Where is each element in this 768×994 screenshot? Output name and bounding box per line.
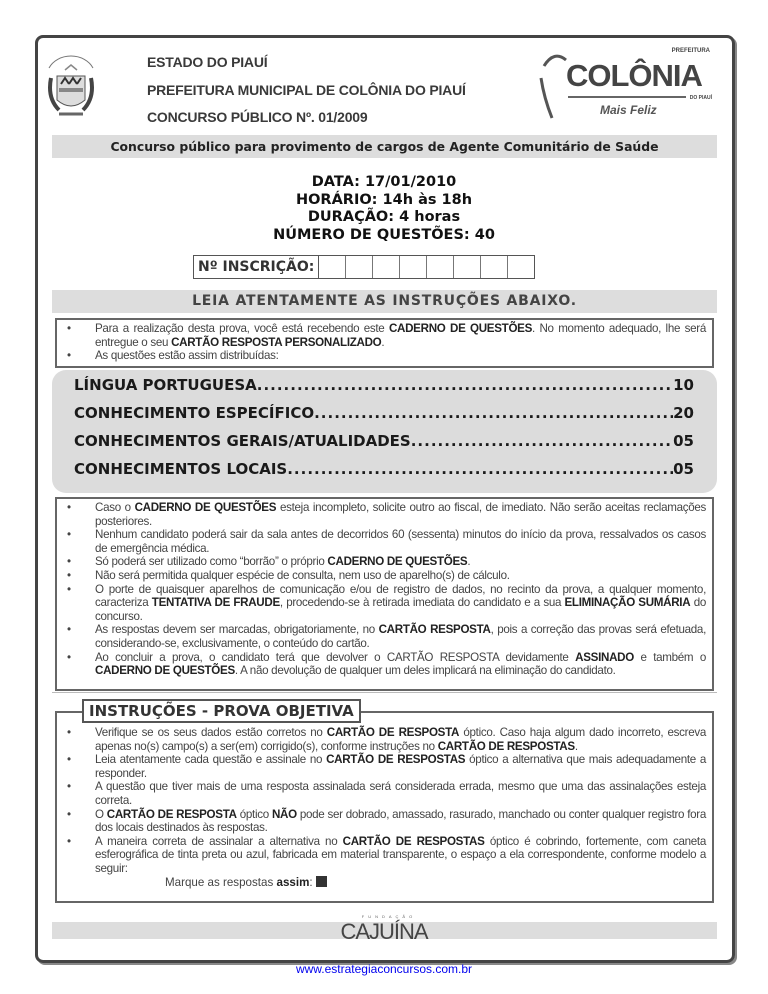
- mark-example: Marque as respostas assim:: [65, 876, 706, 890]
- exam-subtitle: Concurso público para provimento de cargos de Agente Comunitário de Saúde: [52, 135, 717, 158]
- subject-count: 20: [673, 404, 694, 422]
- subject-name: CONHECIMENTOS LOCAIS: [74, 460, 288, 478]
- inscription-digit-box[interactable]: [400, 256, 427, 278]
- rules-box: [55, 497, 714, 691]
- inscription-digit-box[interactable]: [319, 256, 346, 278]
- colonia-logo: [538, 48, 718, 128]
- rule-item: • Ao concluir a prova, o candidato terá que devolver o CARTÃO RESPOSTA devidamente ASSINADO e também o CADERNO DE QUESTÕES. A não devolução de qualquer um deles implicará na eliminação do candidato.: [65, 651, 706, 678]
- subject-row: [74, 376, 694, 394]
- objective-instruction-item: • Verifique se os seus dados estão corretos no CARTÃO DE RESPOSTA óptico. Caso haja algum dado incorreto, escreva apenas no(s) campo(s) a ser(em) corrigido(s), conforme instruções no CARTÃO DE RESPOSTAS.: [65, 726, 706, 753]
- intro-box: [55, 318, 714, 368]
- objective-instruction-item: • A questão que tiver mais de uma resposta assinalada será considerada errada, mesmo que uma das assinalações esteja correta.: [65, 780, 706, 807]
- dot-leader: [257, 376, 673, 394]
- exam-question-count: NÚMERO DE QUESTÕES: 40: [273, 226, 495, 243]
- coat-of-arms-icon: [45, 48, 97, 123]
- dot-leader: [411, 432, 673, 450]
- objective-instruction-item: • Leia atentamente cada questão e assinale no CARTÃO DE RESPOSTAS óptico a alternativa que mais adequadamente a responder.: [65, 753, 706, 780]
- read-instructions-banner: LEIA ATENTAMENTE AS INSTRUÇÕES ABAIXO.: [52, 290, 717, 313]
- logo-colonia: COLÔNIA: [566, 58, 702, 93]
- objective-instruction-item: • A maneira correta de assinalar a alternativa no CARTÃO DE RESPOSTAS óptico é cobrindo, fortemente, com caneta esferográfica de tinta preta ou azul, fabricada em material transparente, o espaço a ela correspondente, conforme modelo a seguir:: [65, 835, 706, 876]
- website-link[interactable]: www.estrategiaconcursos.com.br: [295, 962, 473, 976]
- header-state: ESTADO DO PIAUÍ: [147, 54, 268, 70]
- subject-count: 10: [673, 376, 694, 394]
- dot-leader: [314, 404, 673, 422]
- subject-row: [74, 404, 694, 422]
- divider: [52, 692, 717, 693]
- subject-count: 05: [673, 460, 694, 478]
- subject-count: 05: [673, 432, 694, 450]
- inscription-label: Nº INSCRIÇÃO:: [194, 256, 319, 278]
- rule-item: • Caso o CADERNO DE QUESTÕES esteja incompleto, solicite outro ao fiscal, de imediato. Não serão aceitas reclamações posteriores.: [65, 501, 706, 528]
- subjects-panel: [52, 370, 717, 493]
- dot-leader: [287, 460, 673, 478]
- logo-prefeitura: PREFEITURA: [671, 48, 710, 54]
- cajuina-logo: FUNDAÇÃO CAJUÍNA: [340, 914, 428, 944]
- objective-box: [55, 711, 714, 903]
- rule-item: • Não será permitida qualquer espécie de consulta, nem uso de aparelho(s) de cálculo.: [65, 569, 706, 583]
- logo-slogan: Mais Feliz: [600, 103, 657, 117]
- subject-name: CONHECIMENTOS GERAIS/ATUALIDADES: [74, 432, 411, 450]
- objective-instruction-item: • O CARTÃO DE RESPOSTA óptico NÃO pode ser dobrado, amassado, rasurado, manchado ou conter qualquer registro fora dos locais destinados às respostas.: [65, 808, 706, 835]
- inscription-digit-box[interactable]: [454, 256, 481, 278]
- rule-item: • Nenhum candidato poderá sair da sala antes de decorridos 60 (sessenta) minutos do início da prova, ressalvados os casos de emergência médica.: [65, 528, 706, 555]
- inscription-field[interactable]: [193, 255, 535, 279]
- rule-item: • O porte de quaisquer aparelhos de comunicação e/ou de registro de dados, no recinto da prova, a qualquer momento, caracteriza TENTATIVA DE FRAUDE, procedendo-se à retirada imediata do candidato e a sua ELIMINAÇÃO SUMÁRIA do concurso.: [65, 583, 706, 624]
- exam-date: DATA: 17/01/2010: [311, 174, 457, 190]
- header-prefeitura: PREFEITURA MUNICIPAL DE COLÔNIA DO PIAUÍ: [147, 82, 466, 98]
- exam-time: HORÁRIO: 14h às 18h: [295, 191, 473, 208]
- subject-name: CONHECIMENTO ESPECÍFICO: [74, 404, 315, 422]
- subject-name: LÍNGUA PORTUGUESA: [74, 376, 257, 394]
- intro-item: • Para a realização desta prova, você está recebendo este CADERNO DE QUESTÕES. No momento adequado, lhe será entregue o seu CARTÃO RESPOSTA PERSONALIZADO.: [65, 322, 706, 349]
- filled-square-icon: [316, 876, 327, 887]
- inscription-digit-box[interactable]: [508, 256, 534, 278]
- inscription-digit-box[interactable]: [346, 256, 373, 278]
- header-concurso: CONCURSO PÚBLICO Nº. 01/2009: [147, 109, 368, 125]
- exam-duration: DURAÇÃO: 4 horas: [307, 209, 461, 225]
- subject-row: [74, 432, 694, 450]
- objective-title: INSTRUÇÕES - PROVA OBJETIVA: [82, 699, 361, 723]
- subject-row: [74, 460, 694, 478]
- inscription-digit-box[interactable]: [373, 256, 400, 278]
- intro-item: • As questões estão assim distribuídas:: [65, 349, 706, 363]
- inscription-digit-box[interactable]: [481, 256, 508, 278]
- logo-do-piaui: DO PIAUÍ: [689, 95, 712, 101]
- star-icon: [65, 65, 77, 70]
- rule-item: • As respostas devem ser marcadas, obrigatoriamente, no CARTÃO RESPOSTA, pois a correção das provas será efetuada, considerando-se, exclusivamente, o conteúdo do cartão.: [65, 623, 706, 650]
- inscription-digit-box[interactable]: [427, 256, 454, 278]
- rule-item: • Só poderá ser utilizado como “borrão” o próprio CADERNO DE QUESTÕES.: [65, 555, 706, 569]
- logo-swoosh-icon: [538, 48, 568, 126]
